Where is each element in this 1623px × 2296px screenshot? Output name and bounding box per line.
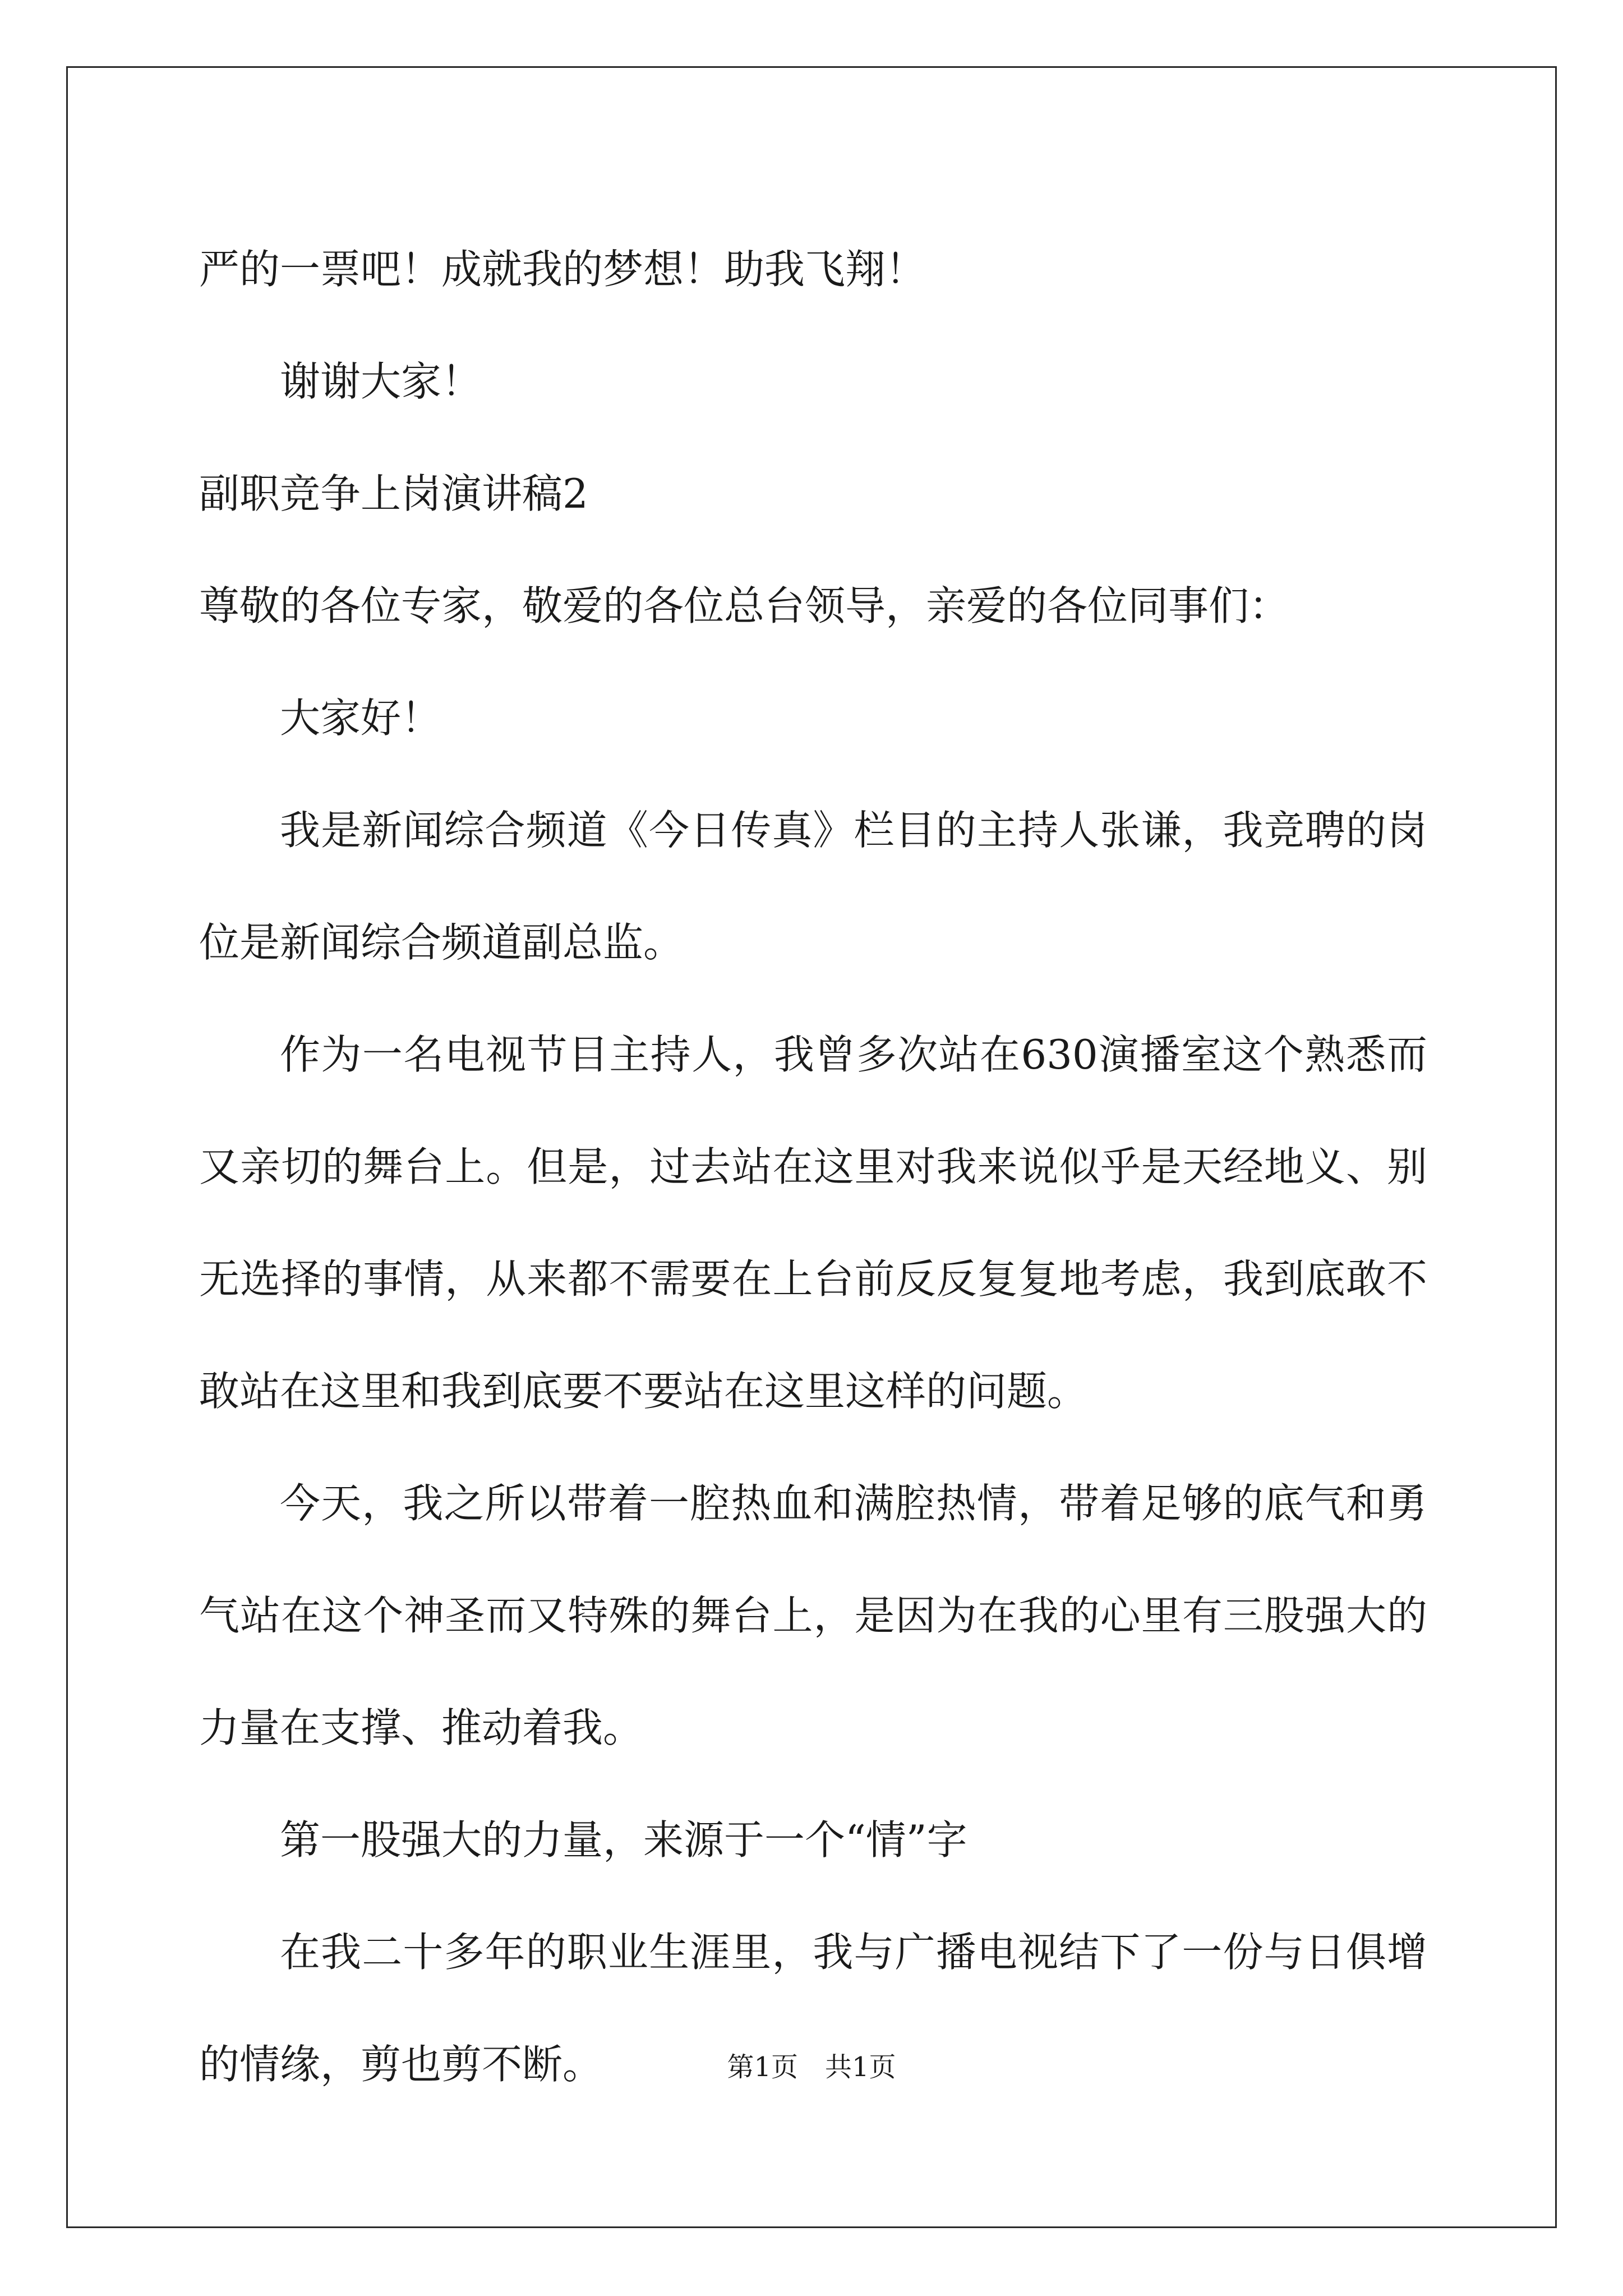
paragraph: 谢谢大家！ bbox=[280, 358, 482, 405]
paragraph: 严的一票吧！成就我的梦想！助我飞翔！ bbox=[199, 246, 926, 293]
paragraph: 今天，我之所以带着一腔热血和满腔热情，带着足够的底气和勇气站在这个神圣而又特殊的舞台上，是因为在我的心里有三股强大的力量在支撑、推动着我。 bbox=[199, 1480, 1427, 1751]
paragraph: 大家好！ bbox=[280, 694, 442, 742]
paragraph: 作为一名电视节目主持人，我曾多次站在630演播室这个熟悉而又亲切的舞台上。但是，过去站在这里对我来说似乎是天经地义、别无选择的事情，从来都不需要在上台前反反复复地考虑，我到底敢不敢站在这里和我到底要不要站在这里这样的问题。 bbox=[199, 1031, 1427, 1415]
paragraph: 第一股强大的力量，来源于一个“情”字 bbox=[280, 1816, 967, 1864]
document-body bbox=[199, 213, 1427, 2120]
paragraph: 我是新闻综合频道《今日传真》栏目的主持人张谦，我竞聘的岗位是新闻综合频道副总监。 bbox=[199, 807, 1427, 966]
page-number: 第1页 共1页 bbox=[727, 2051, 896, 2083]
paragraph: 在我二十多年的职业生涯里，我与广播电视结下了一份与日俱增的情缘，剪也剪不断。 bbox=[199, 1929, 1427, 2088]
salutation: 尊敬的各位专家，敬爱的各位总台领导，亲爱的各位同事们： bbox=[199, 582, 1290, 629]
section-heading: 副职竞争上岗演讲稿2 bbox=[199, 470, 588, 517]
